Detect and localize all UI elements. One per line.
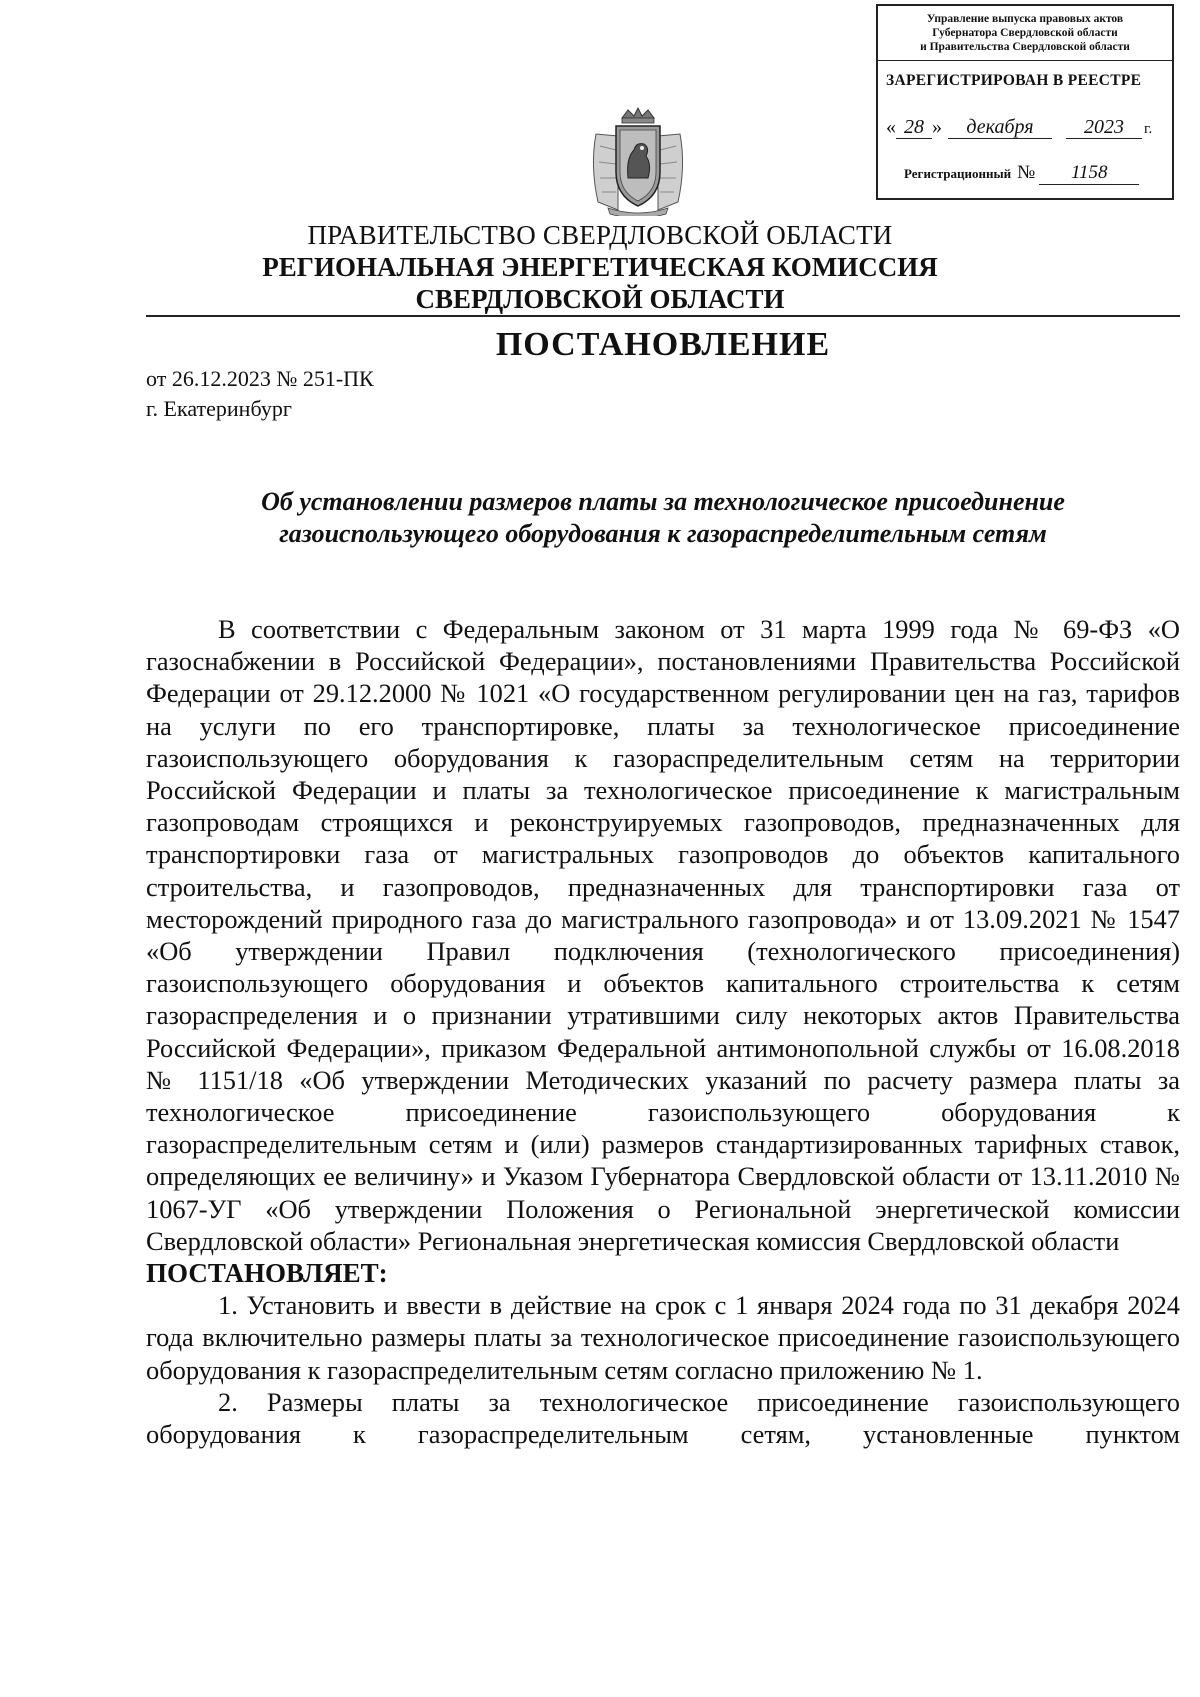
document-title-line1: Об установлении размеров платы за технологическое присоединение <box>261 487 1065 516</box>
document-city: г. Екатеринбург <box>146 396 292 421</box>
preamble-paragraph: В соответствии с Федеральным законом от 31 марта 1999 года № 69-ФЗ «О газоснабжении в Российской Федерации», постановлениями Правительства Российской Федерации от 29.12.2000 № 1021 «О государственном регулировании цен на газ, тарифов на услуги по его транспортировке, платы за технологическое присоединение газоиспользующего оборудования к газораспределительным сетям на территории Российской Федерации и платы за технологическое присоединение к магистральным газопроводам строящихся и реконструируемых газопроводов, предназначенных для транспортировки газа от магистральных газопроводов до объектов капитального строительства, и газопроводов, предназначенных для транспортировки газа от месторождений природного газа до магистрального газопровода» и от 13.09.2021 № 1547 «Об утверждении Правил подключения (технологического присоединения) газоиспользующего оборудования и объектов капитального строительства к сетям газораспределения и о признании утратившими силу некоторых актов Правительства Российской Федерации», приказом Федеральной антимонопольной службы от 16.08.2018 № 1151/18 «Об утверждении Методических указаний по расчету размера платы за технологическое присоединение газоиспользующего оборудования к газораспределительным сетям и (или) размеров стандартизированных тарифных ставок, определяющих ее величину» и Указом Губернатора Свердловской области от 13.11.2010 № 1067-УГ «Об утверждении Положения о Региональной энергетической комиссии Свердловской области» Региональная энергетическая комиссия Свердловской области <box>146 614 1180 1256</box>
stamp-number-symbol: № <box>1017 162 1036 183</box>
stamp-open-quote: « <box>886 116 896 138</box>
stamp-year-suffix: г. <box>1144 121 1153 137</box>
government-heading: ПРАВИТЕЛЬСТВО СВЕРДЛОВСКОЙ ОБЛАСТИ <box>307 220 893 250</box>
header-divider <box>146 315 1180 317</box>
commission-heading-line2: СВЕРДЛОВСКОЙ ОБЛАСТИ <box>415 284 785 314</box>
stamp-header-line: Губернатора Свердловской области <box>932 27 1118 39</box>
document-title-line2: газоиспользующего оборудования к газораспределительным сетям <box>279 519 1047 548</box>
stamp-year: 2023 <box>1066 116 1142 139</box>
stamp-header-line: и Правительства Свердловской области <box>920 41 1130 53</box>
document-title <box>146 486 1180 550</box>
stamp-date <box>886 116 1152 139</box>
commission-heading-line1: РЕГИОНАЛЬНАЯ ЭНЕРГЕТИЧЕСКАЯ КОМИССИЯ <box>262 252 938 282</box>
clause-1: 1. Установить и ввести в действие на срок с 1 января 2024 года по 31 декабря 2024 года включительно размеры платы за технологическое присоединение газоиспользующего оборудования к газораспределительным сетям согласно приложению № 1. <box>146 1290 1180 1385</box>
stamp-registered-label: ЗАРЕГИСТРИРОВАН В РЕЕСТРЕ <box>886 72 1142 89</box>
document-number: от 26.12.2023 № 251-ПК <box>146 366 374 391</box>
stamp-header <box>878 6 1172 61</box>
coat-of-arms-icon <box>588 106 688 216</box>
stamp-close-quote: » <box>932 116 942 138</box>
stamp-month: декабря <box>948 116 1052 139</box>
document-type: ПОСТАНОВЛЕНИЕ <box>495 326 831 363</box>
stamp-reg-label: Регистрационный <box>904 166 1012 181</box>
stamp-day: 28 <box>896 116 932 139</box>
registration-stamp <box>876 4 1174 200</box>
stamp-number-value: 1158 <box>1039 162 1139 185</box>
stamp-registration-number <box>904 162 1139 185</box>
stamp-header-line: Управление выпуска правовых актов <box>926 13 1124 25</box>
document-body <box>146 613 1180 1450</box>
decree-heading: ПОСТАНОВЛЯЕТ: <box>146 1258 388 1289</box>
clause-2: 2. Размеры платы за технологическое присоединение газоиспользующего оборудования к газораспределительным сетям, установленные пунктом <box>146 1386 1180 1450</box>
